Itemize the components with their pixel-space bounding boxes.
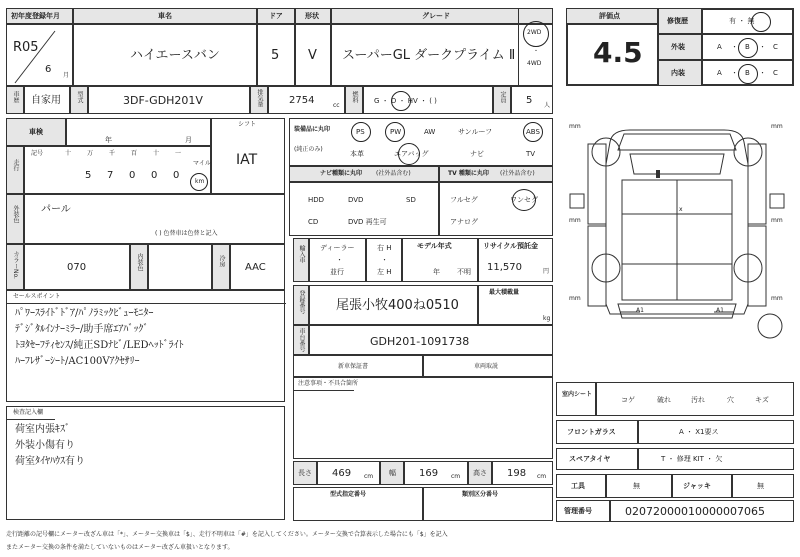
airbag-circle	[398, 143, 420, 165]
interior-label-cell: 内装	[658, 60, 702, 86]
import-label-cell: 輸入車	[293, 238, 309, 282]
max-load-cell: 最大積載量 kg	[478, 285, 553, 325]
length-cell: 469 cm	[317, 461, 380, 485]
management-label-cell: 管理番号	[556, 500, 610, 522]
ac-label-cell: 冷房	[212, 244, 230, 290]
spare-tire-label-cell: スペアタイヤ	[556, 448, 638, 470]
ac-cell	[230, 244, 285, 290]
jack-label-cell: ジャッキ	[672, 474, 732, 498]
shape-header: 形状	[295, 8, 331, 24]
diagram-mm: mm	[771, 295, 783, 302]
score-label-cell: 評価点	[566, 8, 658, 24]
warranty-cell: 新車保証書	[293, 355, 423, 377]
mileage-cell: 記号 十 万 千 百 十 一 5 7 0 0 0 マイル km	[24, 146, 211, 194]
model-value: 3DF-GDH201V	[123, 94, 203, 107]
shape-cell	[295, 24, 331, 86]
height-value: 198	[507, 468, 527, 479]
car-name-cell	[73, 24, 257, 86]
chassis-cell	[309, 325, 553, 355]
registration-cell	[309, 285, 478, 325]
ac-value: AAC	[245, 262, 266, 273]
oneseg-circle	[512, 189, 536, 211]
usage-label-cell: 車歴	[6, 86, 24, 114]
footer-line2: またメーター交換の条件を満たしていないものはメーター改ざん車扱いとなります。	[6, 544, 234, 551]
handle-cell: 右 H ・ 左 H	[366, 238, 402, 282]
diagram-mm: mm	[569, 123, 581, 130]
inspection-label-cell: 車検	[6, 118, 66, 146]
exterior-b-circle	[738, 38, 758, 58]
sales-point-item: ﾄﾖﾀｾｰﾌﾃｨｾﾝｽ/純正SDﾅﾋﾞ/LEDﾍｯﾄﾞﾗｲﾄ	[15, 340, 184, 351]
grade-header: グレード	[331, 8, 553, 24]
door-header: ドア	[257, 8, 295, 24]
tv-header: TV 種類に丸印 (社外品含む)	[439, 166, 553, 182]
inspection-note-item: 荷室ﾀｲﾔﾊｳｽ有り	[15, 456, 85, 467]
registration-value: 尾張小牧400ね0510	[336, 298, 459, 313]
exterior-label-cell: 外装	[658, 34, 702, 60]
chassis-label-cell: 車台番号	[293, 325, 309, 355]
model-label-cell: 型式	[70, 86, 88, 114]
diagram-mm: mm	[569, 217, 581, 224]
notes-cell: 注意事項・不具合箇所	[293, 377, 553, 459]
grade-value: スーパーGL ダークプライム Ⅱ	[342, 48, 516, 63]
door-cell	[257, 24, 295, 86]
shift-cell: シフト IAT	[211, 118, 285, 194]
interior-b-circle	[738, 64, 758, 84]
tv-cell: フルセグ ワンセグ アナログ	[439, 182, 553, 236]
tools-label-cell: 工具	[556, 474, 606, 498]
color-no-label-cell: カラーNo.	[6, 244, 24, 290]
mileage-digit: 0	[151, 170, 158, 181]
first-reg-era: R05	[13, 40, 39, 55]
repair-options: 有 ・ 無	[729, 17, 755, 25]
width-value: 169	[419, 468, 439, 479]
interior-cell: A ・ B ・ C	[702, 60, 794, 86]
navi-cell: HDD DVD SD CD DVD 再生可	[289, 182, 439, 236]
interior-seat-cell: コゲ 破れ 汚れ 穴 キズ	[596, 382, 794, 416]
diagram-mm: mm	[569, 295, 581, 302]
interior-color-label-cell: 内装色	[130, 244, 148, 290]
car-name-header: 車名	[73, 8, 257, 24]
diagram-a1: A1	[716, 307, 724, 314]
capacity-value: 5	[526, 95, 533, 106]
tools-cell: 無	[606, 474, 672, 498]
car-name-value: ハイエースバン	[130, 48, 220, 63]
sales-point-block: セールスポイント ﾊﾟﾜｰｽﾗｲﾄﾞﾄﾞｱ/ﾊﾟﾉﾗﾐｯｸﾋﾞｭｰﾓﾆﾀｰ ﾃﾞｼﾞﾀﾙｲﾝﾅｰﾐﾗｰ/助手席ｴｱﾊﾞｯｸﾞ ﾄﾖﾀｾｰﾌﾃｨｾﾝｽ/純正SDﾅﾋﾞ/LEDﾍｯﾄﾞﾗｲﾄ ﾊｰﾌﾚｻﾞｰｼｰﾄ/AC100Vｱｸｾｻﾘｰ	[6, 290, 285, 402]
repair-label-cell: 修復歴	[658, 8, 702, 34]
windshield-cell: A ・ X1要ス	[638, 420, 794, 444]
recycle-value: 11,570	[487, 262, 522, 273]
diagram-mark	[656, 170, 660, 178]
height-label-cell: 高さ	[468, 461, 492, 485]
fuel-cell	[363, 86, 493, 114]
diagram-mm: mm	[771, 217, 783, 224]
equipment-cell: 装備品に丸印 (純正のみ) PS PW AW サンルーフ ABS 本革 エアバッグ ナビ TV	[289, 118, 553, 166]
fuel-d-circle	[391, 91, 411, 111]
color-no-cell	[24, 244, 130, 290]
interior-seat-label-cell: 室内シート	[556, 382, 596, 416]
first-reg-month: 6	[45, 64, 52, 75]
color-no-value: 070	[67, 262, 87, 273]
drive-cell: 2WD ・ 4WD	[518, 8, 553, 86]
shift-value: IAT	[236, 152, 258, 168]
abs-circle	[523, 122, 543, 142]
door-value: 5	[271, 48, 280, 63]
score-value: 4.5	[593, 36, 643, 69]
chassis-value: GDH201-1091738	[370, 335, 470, 348]
jack-cell: 無	[732, 474, 794, 498]
type-designation-cell: 型式指定番号	[293, 487, 423, 521]
category-number-cell: 類別区分番号	[423, 487, 553, 521]
interior-color-cell	[148, 244, 212, 290]
km-circle	[190, 173, 208, 191]
usage-cell	[24, 86, 70, 114]
diagram-a1: A1	[636, 307, 644, 314]
usage-value: 自家用	[31, 95, 61, 106]
mileage-digit: 5	[85, 170, 92, 181]
navi-header: ナビ種類に丸印 (社外品含む)	[289, 166, 439, 182]
footer-line1: 走行距離の記号欄にメーター改ざん車は「*」、メーター交換車は「$」、走行不明車は「#」を記入してください。メーター交換で合算表示した場合にも「$」を記入	[6, 531, 448, 538]
displacement-label-cell: 排気量	[250, 86, 268, 114]
mileage-digit: 0	[173, 170, 180, 181]
model-cell	[88, 86, 250, 114]
mileage-digit: 7	[107, 170, 114, 181]
diagram-x: x	[679, 206, 683, 213]
first-reg-header: 初年度登録年月	[6, 8, 73, 24]
shape-value: V	[308, 48, 317, 63]
fuel-options: G ・ D ・ HV ・ ( )	[374, 97, 437, 105]
repair-cell	[702, 8, 794, 34]
color-label-cell: 外装色	[6, 194, 24, 244]
sales-point-item: ﾊﾟﾜｰｽﾗｲﾄﾞﾄﾞｱ/ﾊﾟﾉﾗﾐｯｸﾋﾞｭｰﾓﾆﾀｰ	[15, 308, 154, 319]
height-cell: 198 cm	[492, 461, 553, 485]
color-value: パール	[41, 204, 71, 215]
fuel-label-cell: 燃料	[345, 86, 363, 114]
inspection-cell: 年 月	[66, 118, 211, 146]
manual-cell: 車両取説	[423, 355, 553, 377]
score-value-cell	[566, 24, 658, 86]
repair-none-circle	[751, 12, 771, 32]
first-reg-cell: R05 6 月	[6, 24, 73, 86]
diagram-mm: mm	[771, 123, 783, 130]
mileage-label-cell: 走行	[6, 146, 24, 194]
width-cell: 169 cm	[404, 461, 468, 485]
management-value: 02072000010000007065	[625, 505, 765, 518]
management-cell	[610, 500, 794, 522]
color-cell: パール ( ) 色替車は色替と記入	[24, 194, 285, 244]
length-label-cell: 長さ	[293, 461, 317, 485]
exterior-cell: A ・ B ・ C	[702, 34, 794, 60]
displacement-value: 2754	[289, 95, 315, 106]
sales-point-item: ﾃﾞｼﾞﾀﾙｲﾝﾅｰﾐﾗｰ/助手席ｴｱﾊﾞｯｸﾞ	[15, 324, 149, 335]
recycle-cell: リサイクル預託金 11,570 円	[478, 238, 553, 282]
capacity-label-cell: 定員	[493, 86, 511, 114]
width-label-cell: 幅	[380, 461, 404, 485]
mileage-digit: 0	[129, 170, 136, 181]
spare-tire-cell: T ・ 修理 KIT ・ 欠	[638, 448, 794, 470]
model-year-cell: モデル年式 年 不明	[402, 238, 478, 282]
windshield-label-cell: フロントガラス	[556, 420, 638, 444]
dealer-cell: ディーラー ・ 並行	[309, 238, 366, 282]
inspection-note-item: 荷室内張ｷｽﾞ	[15, 424, 70, 435]
car-diagram	[560, 104, 794, 378]
inspection-note-item: 外装小傷有り	[15, 440, 75, 451]
pw-circle	[385, 122, 405, 142]
length-value: 469	[332, 468, 352, 479]
sales-point-item: ﾊｰﾌﾚｻﾞｰｼｰﾄ/AC100Vｱｸｾｻﾘｰ	[15, 356, 140, 367]
ps-circle	[351, 122, 371, 142]
capacity-cell: 5 人	[511, 86, 553, 114]
displacement-cell: 2754 cc	[268, 86, 345, 114]
registration-label-cell: 登録番号	[293, 285, 309, 325]
inspection-notes-block: 検査記入欄 荷室内張ｷｽﾞ 外装小傷有り 荷室ﾀｲﾔﾊｳｽ有り	[6, 406, 285, 520]
